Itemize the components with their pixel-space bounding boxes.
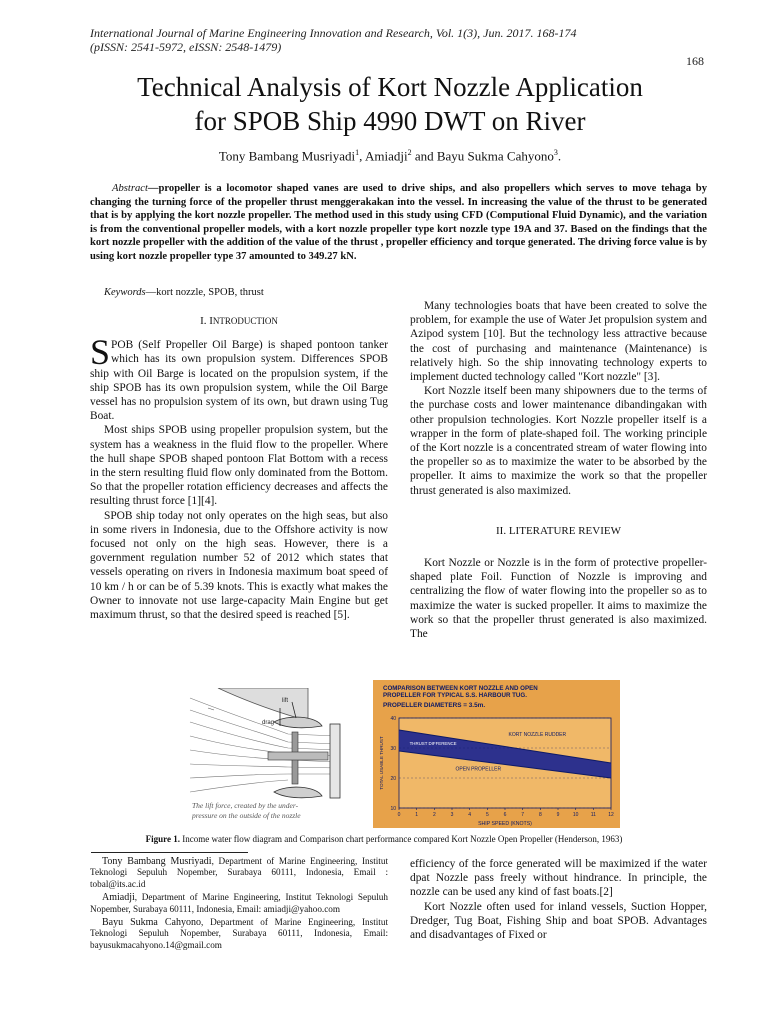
- footnote-3-name: Bayu Sukma Cahyono: [102, 917, 201, 929]
- x-tick-label: 10: [572, 812, 579, 818]
- footnote-2-text: , Department of Marine Engineering, Institut Teknologi Sepuluh Nopember, Surabaya 60111, Indonesia, Email: amiadji@yahoo.com: [90, 892, 388, 914]
- x-tick-label: 4: [468, 812, 472, 818]
- right-paragraph-3: Kort Nozzle or Nozzle is in the form of protective propeller-shaped plate Foil. Function of Nozzle is improving and centralizing the flow of water flowing into the propeller so as to maximize the water is sucked propeller. It aims to maximize the work so that the propeller thrust generated is also maximized. The: [410, 557, 707, 641]
- footnote-2-name: Amiadji: [102, 892, 135, 904]
- journal-header: [90, 26, 690, 54]
- x-tick-label: 3: [450, 812, 454, 818]
- keywords: Keywords—kort nozzle, SPOB, thrust: [104, 287, 264, 298]
- footnote-1-name: Tony Bambang Musriyadi: [102, 856, 212, 867]
- right-paragraph-2: Kort Nozzle itself been many shipowners due to the terms of the purchase costs and lower maintenance dibandingakan with other propulsion technologies. Kort Nozzle propeller itself is a wrapper in the form of plate-shaped foil. The working principle of the Kort nozzle is a concentrated stream of water flowing into the propeller so as to maximize the water to be absorbed by the propeller. It aims to maximize the work so that the propeller thrust generated is also maximized.: [410, 385, 707, 497]
- x-tick-label: 2: [432, 812, 436, 818]
- x-tick-label: 0: [397, 812, 401, 818]
- footnote-rule: [91, 852, 248, 853]
- figure-caption-label: Figure 1.: [145, 834, 180, 844]
- chart-x-axis-label: SHIP SPEED (KNOTS): [478, 821, 532, 827]
- series-label-open-propeller: OPEN PROPELLER: [455, 766, 502, 773]
- journal-line-1: International Journal of Marine Engineering Innovation and Research, Vol. 1(3), Jun. 2017. 168-174: [90, 26, 577, 40]
- author-3-sup: 3: [553, 148, 558, 157]
- figure-caption: [30, 834, 738, 844]
- x-tick-label: 5: [485, 812, 489, 818]
- x-tick-label: 8: [538, 812, 542, 818]
- right-paragraph-1: Many technologies boats that have been created to solve the problem, for example the use of Water Jet propulsion system and Azipod system [10]. But the technology less attractive because the cost of purchasing and maintenance (Maintenance) is relatively high. So the ship innovating technology experts to implement ducted technology called "Kort nozzle" [3].: [410, 300, 707, 384]
- author-footnotes: [90, 856, 388, 953]
- footnote-1-text: , Department of Marine Engineering, Institut Teknologi Sepuluh Nopember, Surabaya 60111, Indonesia, Email : tobal@its.ac.id: [90, 856, 388, 889]
- title-line-1: Technical Analysis of Kort Nozzle Application: [137, 72, 643, 102]
- footnote-3: [90, 917, 388, 951]
- figure-1: [188, 680, 620, 830]
- lift-label: lift: [282, 698, 288, 704]
- author-list: Tony Bambang Musriyadi$^1$, Amiadji$^2$ and Bayu Sukma Cahyono$^3$.: [218, 148, 562, 164]
- right-bottom-paragraph-2: Kort Nozzle often used for inland vessels, Suction Hopper, Dredger, Tug Boat, Fishing Ship and boat SPOB. Advantages and disadvantages of Fixed or: [410, 900, 707, 942]
- y-tick-label: 10: [390, 806, 396, 812]
- drop-cap: S: [90, 332, 111, 373]
- author-3: Bayu Sukma Cahyono: [436, 148, 554, 164]
- section-heading-introduction: [90, 314, 388, 328]
- band-label: THRUST DIFFERENCE: [409, 741, 457, 746]
- intro-heading-rest: NTRODUCTION: [212, 316, 278, 326]
- intro-paragraph-3: SPOB ship today not only operates on the high seas, but also in some rivers in Indonesia, due to the Offshore activity is now focused not only on the high seas. However, there is a government regulation number 52 of 2012 which states that vessels operating on rivers in Indonesia maximum boat speed of 10 km / h or can be of 5.39 knots. This is exactly what makes the Owner to innovate not use large-capacity Main Engine but get maximum thrust, so that the desired speed is reached [5].: [90, 509, 388, 622]
- intro-p1-text: POB (Self Propeller Oil Barge) is shaped pontoon tanker which has its own propulsion system. Differences SPOB ship with Oil Barge is located on the propulsion system, if the ship SPOB has its own propulsion system, while the Oil Barge vessel has no propulsion system of its own, but drawn using Tug Boat.: [90, 339, 388, 423]
- chart-title-line-1: COMPARISON BETWEEN KORT NOZZLE AND OPEN: [383, 685, 538, 692]
- section-heading-literature: II. LITERATURE REVIEW: [496, 524, 621, 537]
- right-column-bottom: [410, 857, 707, 942]
- y-tick-label: 20: [390, 776, 396, 782]
- chart-subtitle: PROPELLER DIAMETERS = 3.5m.: [383, 702, 486, 709]
- x-tick-label: 7: [521, 812, 525, 818]
- intro-paragraph-1: [90, 332, 388, 423]
- nozzle-flow-diagram: [188, 688, 358, 820]
- y-tick-label: 40: [390, 716, 396, 722]
- title-line-2: for SPOB Ship 4990 DWT on River: [194, 106, 586, 136]
- left-column: [90, 314, 388, 622]
- comparison-chart: [373, 680, 620, 828]
- x-tick-label: 11: [590, 812, 596, 818]
- footnote-2: [90, 892, 388, 915]
- diagram-caption-line-2: pressure on the outside of the nozzle: [192, 811, 301, 820]
- abstract-text: propeller is a locomotor shaped vanes are used to drive ships, and also propellers which serves to move tehaga by changing the turning force of the propeller thrust menggerakakan into the vessel. In increasing the value of the thrust to be generated that is by applying the kort nozzle propeller. The method used in this study using CFD (Computional Fluid Dynamic), and the variation is from the conventional propeller models, with a kort nozzle propeller type kort nozzle type 19A and 37. Based on the findings that the kort nozzle propeller with the addition of the value of the thrust , propeller efficiency and torque generated. The driving force value is by using kort nozzle propeller type 37 amounted to 349.27 kN.: [90, 183, 707, 262]
- y-tick-label: 30: [390, 746, 396, 752]
- author-1: Tony Bambang Musriyadi: [218, 148, 356, 164]
- author-and: and: [414, 148, 434, 164]
- figure-caption-text: Income water flow diagram and Comparison chart performance compared Kort Nozzle Open Propeller (Henderson, 1963): [182, 834, 623, 844]
- abstract: Abstract—propeller is a locomotor shaped vanes are used to drive ships, and also propellers which serves to move tehaga by changing the turning force of the propeller thrust menggerakakan into the vessel. In increasing the value of the thrust to be generated that is by applying the kort nozzle propeller. The method used in this study using CFD (Computional Fluid Dynamic), and the variation is from the conventional propeller models, with a kort nozzle propeller type kort nozzle type 19A and 37. Based on the findings that the kort nozzle propeller with the addition of the value of the thrust , propeller efficiency and torque generated. The driving force value is by using kort nozzle propeller type 37 amounted to 349.27 kN.: [90, 183, 707, 262]
- series-label-kort-nozzle: KORT NOZZLE RUDDER: [508, 732, 567, 738]
- journal-line-2: (pISSN: 2541-5972, eISSN: 2548-1479): [90, 40, 282, 54]
- intro-paragraph-2: Most ships SPOB using propeller propulsion system, but the system has a weakness in the fluid flow to the propeller. Where the hull shape SPOB shaped pontoon Flat Bottom with a recess in the stern resulting fluid flow only dominated from the Bottom. So that the propeller rotation efficiency decreases and affects the resulting thrust force [1][4].: [90, 424, 388, 508]
- abstract-label: Abstract: [112, 183, 148, 194]
- author-2-sup: 2: [407, 148, 412, 157]
- footnote-1: [90, 856, 388, 890]
- chart-y-axis-label: TOTAL USABLE THRUST: [379, 736, 384, 790]
- keywords-label: Keywords: [104, 287, 146, 298]
- chart-title-line-2: PROPELLER FOR TYPICAL S.S. HARBOUR TUG.: [383, 692, 527, 699]
- x-tick-label: 1: [415, 812, 419, 818]
- right-bottom-paragraph-1: efficiency of the force generated will be maximized if the water dpat Nozzle pass freely without hindrance. In principle, the nozzle can be used any kind of fast boats.[2]: [410, 858, 707, 899]
- author-1-sup: 1: [355, 148, 360, 157]
- paper-title: [60, 70, 720, 138]
- diagram-caption-line-1: The lift force, created by the under-: [192, 801, 299, 810]
- x-tick-label: 6: [503, 812, 507, 818]
- footnote-3-text: , Department of Marine Engineering, Institut Teknologi Sepuluh Nopember, Surabaya 60111, Indonesia, Email: bayusukmacahyono.14@gmail.com: [90, 917, 388, 950]
- keywords-text: kort nozzle, SPOB, thrust: [156, 287, 264, 298]
- author-2: Amiadji: [364, 148, 408, 164]
- drag-label: drag: [262, 720, 275, 726]
- intro-heading-num: I.: [200, 315, 207, 327]
- x-tick-label: 9: [556, 812, 560, 818]
- intro-heading-first: I: [209, 315, 213, 327]
- right-column: [410, 299, 707, 641]
- x-tick-label: 12: [608, 812, 614, 818]
- page-number: 168: [686, 54, 704, 68]
